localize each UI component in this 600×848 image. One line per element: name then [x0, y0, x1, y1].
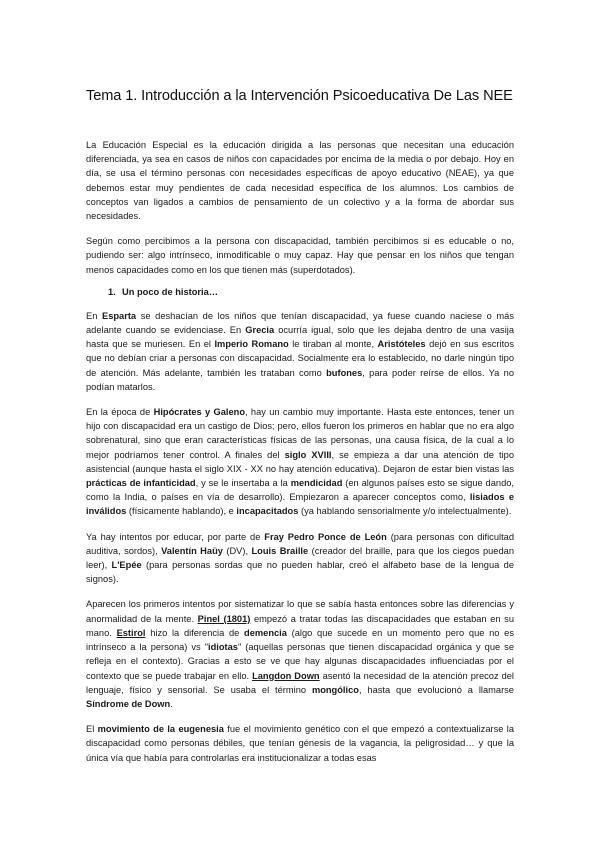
history-paragraph-1: En Esparta se deshacían de los niños que tenían discapacidad, ya fuese cuando naciese o más adelante cuando se evidenciase. En Grecia ocurría igual, solo que les dejaba dentro de una vasija hasta que se muriesen. En el Imperio Romano le tiraban al monte, Aristóteles dejó en sus escritos que no debían criar a personas con discapacidad. Socialmente era lo establecido, no darle ningún tipo de atención. Más adelante, también les trataban como bufones, para poder reírse de ellos. Ya no podían matarlos. [86, 310, 515, 392]
intro-paragraph-1: La Educación Especial es la educación dirigida a las personas que necesitan una educación diferenciada, ya sea en casos de niños con capacidades por encima de la media o por debajo. Hoy en día, se usa el término personas con necesidades específicas de apoyo educativo (NEAE), ya que debemos estar muy pendientes de cada necesidad específica de los alumnos. Los cambios de conceptos van ligados a cambios de pensamiento de un colectivo y a la forma de abordar sus necesidades. [86, 140, 514, 222]
intro-paragraph-2: Según como percibimos a la persona con discapacidad, también percibimos si es educable o no, pudiendo ser: algo intrínseco, inmodificable o muy capaz. Hay que pensar en los niños que tengan menos capacidades como en los que tienen más (superdotados). [86, 236, 514, 275]
section-title: Un poco de historia… [122, 286, 219, 297]
history-paragraph-2: En la época de Hipócrates y Galeno, hay un cambio muy importante. Hasta este entonces, tener un hijo con discapacidad era un castigo de Dios; pero, ellos fueron los primeros en hablar que no era algo sobrenatural, sino que eran características físicas de las personas, una causa física, de la cual a lo mejor podríamos tener control. A finales del siglo XVIII, se empieza a dar una atención de tipo asistencial (aunque hasta el siglo XIX - XX no hay atención educativa). Dejaron de estar bien vistas las prácticas de infanticidad, y se le insertaba a la mendicidad (en algunos países esto se sigue dando, como la India, o países en vía de desarrollo). Empiezaron a aparecer conceptos como, lisiados e inválidos (físicamente hablando), e incapacitados (ya hablando sensorialmente y/o intelectualmente). [86, 407, 514, 517]
section-number: 1. [108, 286, 116, 297]
history-paragraph-3: Ya hay intentos por educar, por parte de Fray Pedro Ponce de León (para personas con dificultad auditiva, sordos), Valentín Haüy (DV), Louis Braille (creador del braille, para que los ciegos puedan leer), L'Epée (para personas sordas que no pueden hablar, creó el alfabeto base de la lengua de signos). [86, 531, 515, 585]
section-heading-history [108, 285, 514, 299]
history-paragraph-5: El movimiento de la eugenesia fue el movimiento genético con el que empezó a contextualizarse la discapacidad como personas débiles, que tenían génesis de la vagancia, la peligrosidad… y que la única vía que había para controlarlas era institucionalizar a todas esas [86, 724, 514, 763]
history-paragraph-4: Aparecen los primeros intentos por sistematizar lo que se sabía hasta entonces sobre las diferencias y anormalidad de la mente. Pinel (1801) empezó a tratar todas las discapacidades que estaban en su mano. Estirol hizo la diferencia de demencia (algo que sucede en un momento pero que no es intrínseco a la persona) vs "idiotas" (aquellas personas que tienen discapacidad orgánica y que se refleja en el contexto). Gracias a esto se ve que hay algunas discapacidades influenciadas por el contexto que se puede trabajar en ello. Langdon Down asentó la necesidad de la atención precoz del lenguaje, físico y sensorial. Se usaba el término mongólico, hasta que evolucionó a llamarse Síndrome de Down. [86, 599, 515, 709]
page-title: Tema 1. Introducción a la Intervención Psicoeducativa De Las NEE [86, 88, 513, 104]
